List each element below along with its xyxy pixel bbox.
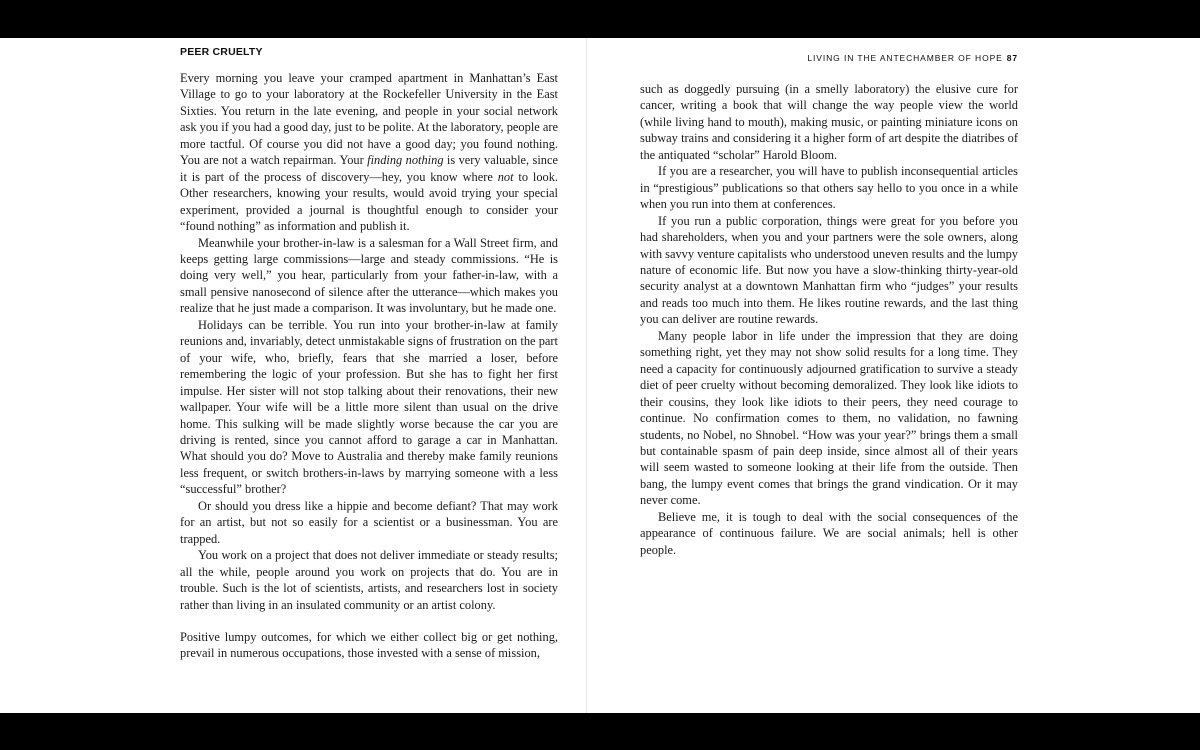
right-page-text	[640, 81, 1018, 558]
emphasis: not	[497, 169, 514, 184]
paragraph: If you run a public corporation, things were great for you before you had shareholders, when you and your partners were the sole owners, along with savvy venture capitalists who understood uneven results and the lumpy nature of economic life. But now you have a slow-thinking thirty-year-old security analyst at a downtown Manhattan firm who “judges” your results and reads too much into them. He likes routine rewards, and the last thing you can deliver are routine rewards.	[640, 213, 1018, 327]
paragraph: Meanwhile your brother-in-law is a salesman for a Wall Street firm, and keeps getting large commissions—large and steady commissions. “He is doing very well,” you hear, particularly from your father-in-law, with a small pensive nanosecond of silence after the utterance—which makes you realize that he just made a comparison. It was involuntary, but he made one.	[180, 235, 558, 316]
paragraph: Holidays can be terrible. You run into your brother-in-law at family reunions and, invariably, detect unmistakable signs of frustration on the part of your wife, who, briefly, fears that she married a loser, before remembering the logic of your profession. But she has to fight her first impulse. Her sister will not stop talking about their renovations, their new wallpaper. Your wife will be a little more silent than usual on the drive home. This sulking will be made slightly worse because the car you are driving is rented, since you cannot afford to garage a car in Manhattan. What should you do? Move to Australia and thereby make family reunions less frequent, or switch brothers-in-laws by marrying someone with a less “successful” brother?	[180, 317, 558, 497]
paragraph: Or should you dress like a hippie and become defiant? That may work for an artist, but not so easily for a scientist or a businessman. You are trapped.	[180, 498, 558, 546]
paragraph: Many people labor in life under the impression that they are doing something right, yet they may not show solid results for a long time. They need a capacity for continuously adjourned gratification to survive a steady diet of peer cruelty without becoming demoralized. They look like idiots to their cousins, they look like idiots to their peers, they need courage to continue. No confirmation comes to them, no validation, no fawning students, no Nobel, no Shnobel. “How was your year?” brings them a small but containable spasm of pain deep inside, since almost all of their years will seem wasted to someone looking at their life from the outside. Then bang, the lumpy event comes that brings the grand vindication. Or it may never come.	[640, 328, 1018, 508]
book-spread	[0, 38, 1200, 713]
left-page-text	[180, 70, 558, 662]
running-head-title: LIVING IN THE ANTECHAMBER OF HOPE	[807, 53, 1003, 63]
paragraph: Positive lumpy outcomes, for which we either collect big or get nothing, prevail in numerous occupations, those invested with a sense of mission,	[180, 629, 558, 661]
paragraph: Every morning you leave your cramped apartment in Manhattan’s East Village to go to your laboratory at the Rockefeller University in the East Sixties. You return in the late evening, and people in your social network ask you if you had a good day, just to be polite. At the laboratory, people are more tactful. Of course you did not have a good day; you found nothing. You are not a watch repairman. Your finding nothing is very valuable, since it is part of the process of discovery—hey, you know where not to look. Other researchers, knowing your results, would avoid trying your special experiment, provided a journal is thoughtful enough to consider your “found nothing” as information and publish it.	[180, 71, 559, 234]
right-running-head	[807, 53, 1018, 63]
paragraph: If you are a researcher, you will have to publish inconsequential articles in “prestigious” publications so that others say hello to you once in a while when you run into them at conferences.	[640, 164, 1018, 212]
paragraph: You work on a project that does not deliver immediate or steady results; all the while, people around you work on projects that do. You are in trouble. Such is the lot of scientists, artists, and researchers lost in society rather than living in an insulated community or an artist colony.	[180, 548, 558, 612]
emphasis: finding nothing	[367, 153, 444, 168]
left-page	[150, 38, 586, 713]
paragraph: such as doggedly pursuing (in a smelly laboratory) the elusive cure for cancer, writing a book that will change the way people view the world (while living hand to mouth), making music, or painting miniature icons on subway trains and considering it a higher form of art despite the diatribes of the antiquated “scholar” Harold Bloom.	[640, 82, 1018, 162]
right-page	[587, 38, 1050, 713]
left-running-head: PEER CRUELTY	[180, 46, 263, 58]
page-number: 87	[1006, 53, 1018, 63]
paragraph: Believe me, it is tough to deal with the social consequences of the appearance of continuous failure. We are social animals; hell is other people.	[640, 509, 1018, 557]
